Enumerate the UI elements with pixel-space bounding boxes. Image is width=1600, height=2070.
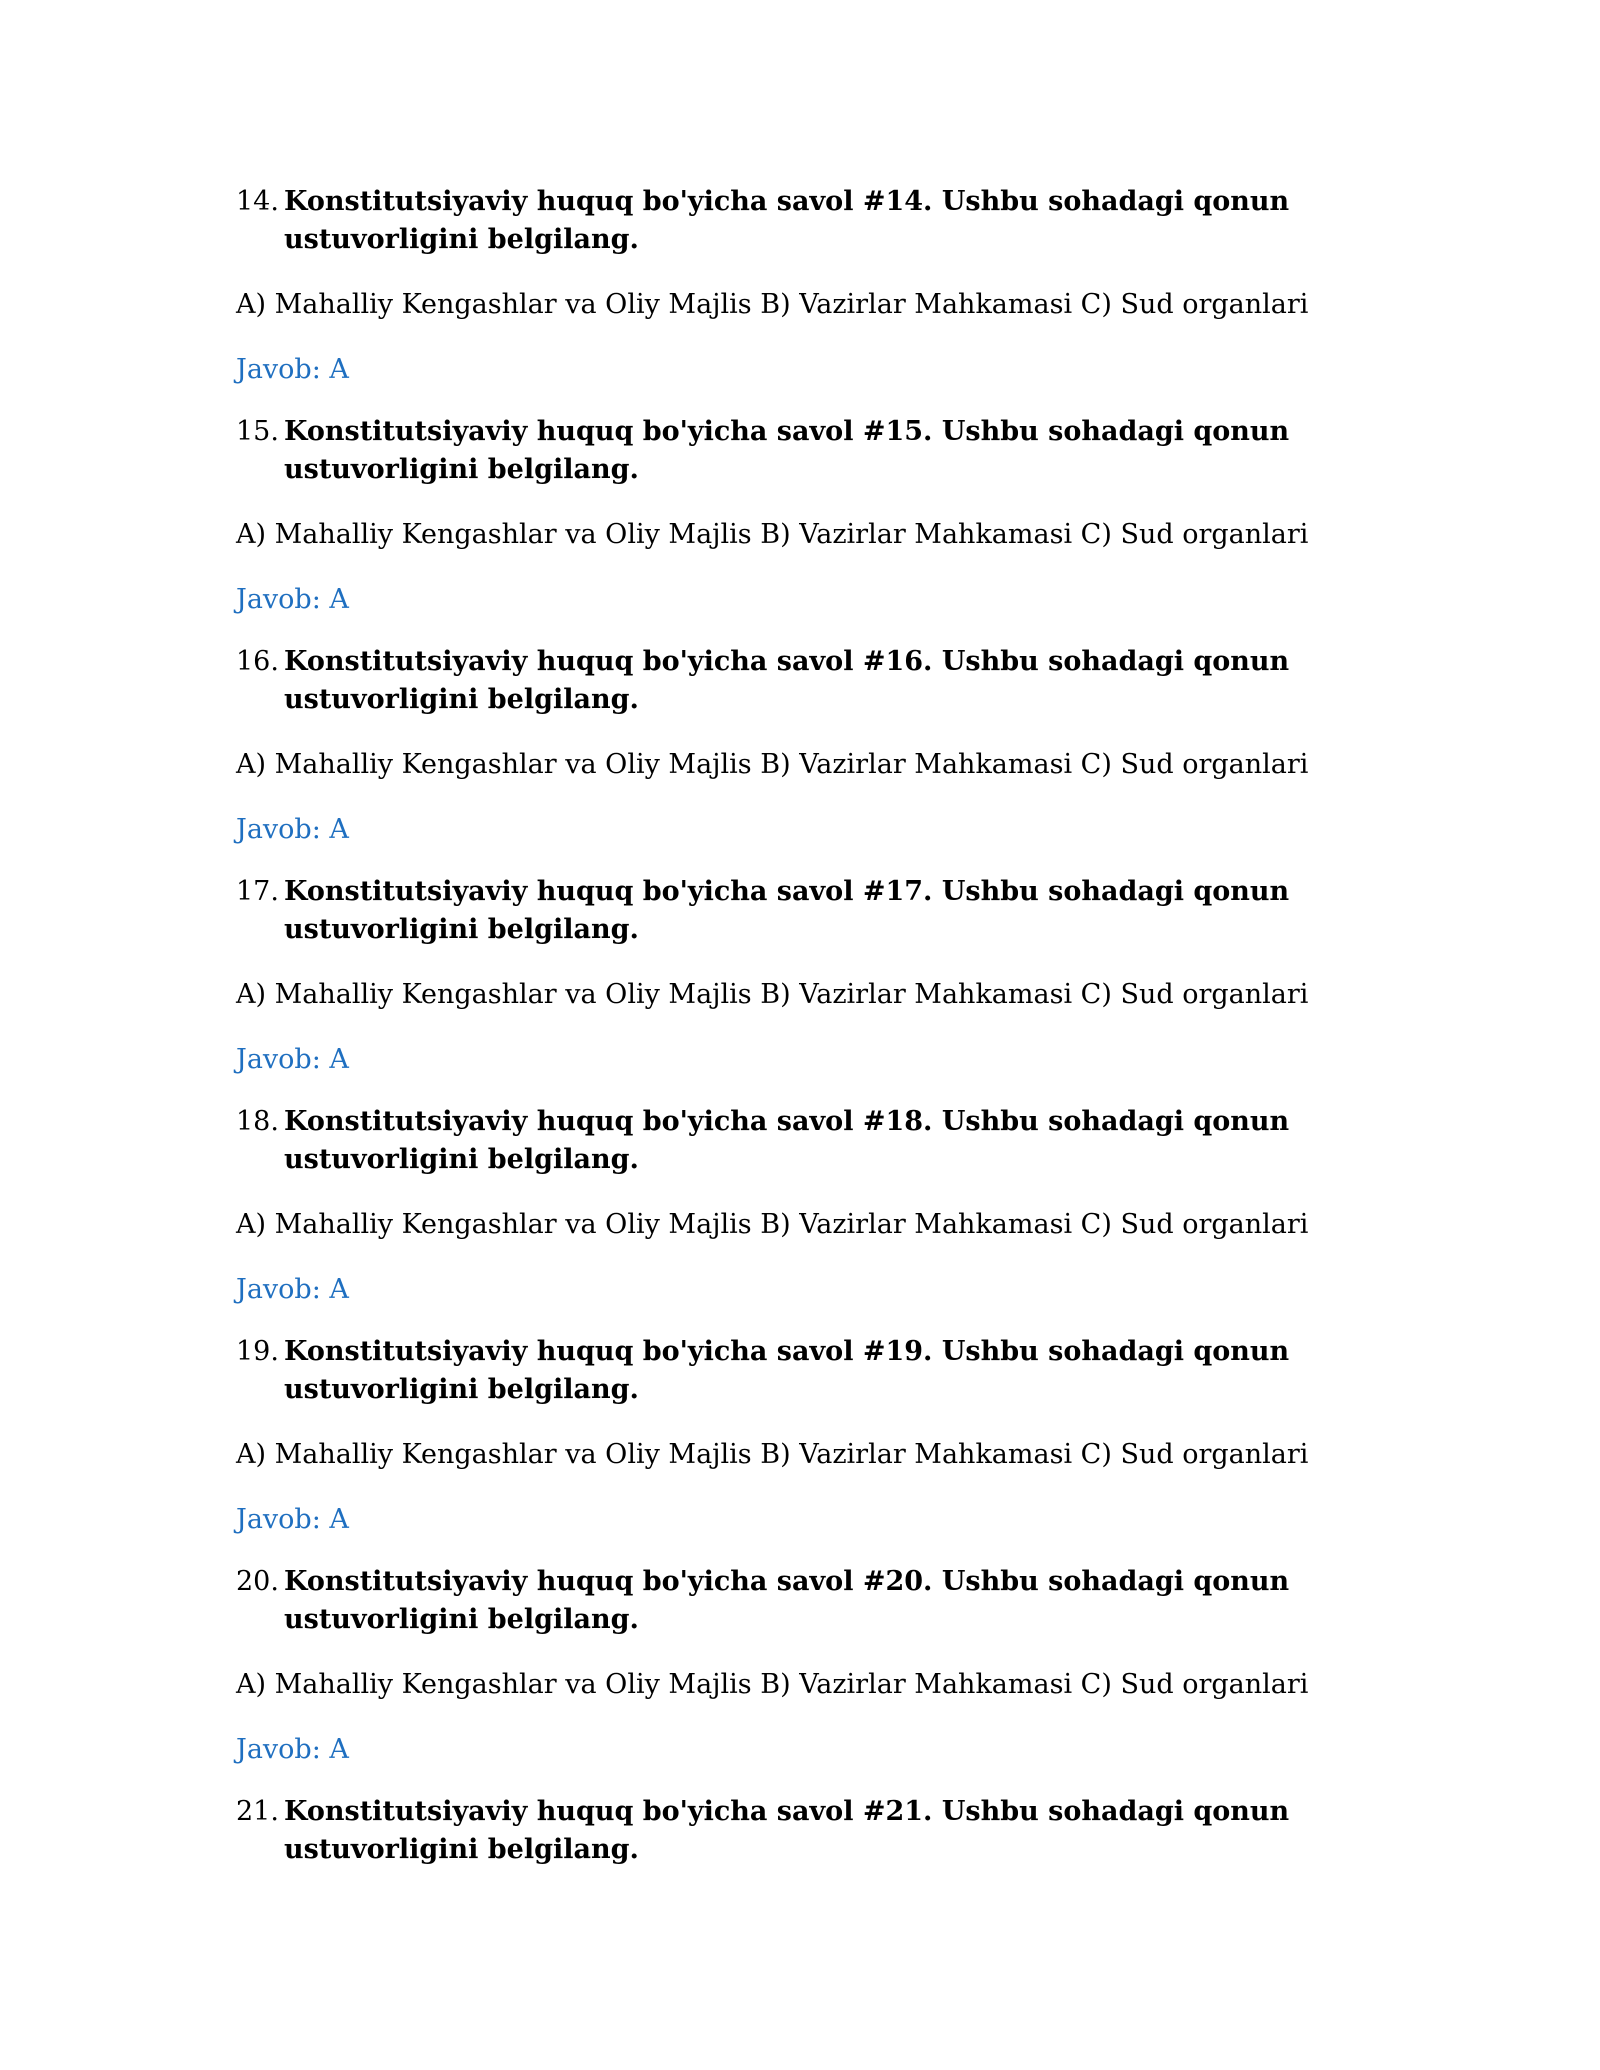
question [236, 1793, 1386, 1869]
question-item-18 [236, 1103, 1386, 1333]
question [236, 1103, 1386, 1179]
question-number: 21. [236, 1796, 279, 1827]
answer-key: Javob: A [236, 814, 349, 845]
question-number: 15. [236, 416, 279, 447]
question-number: 16. [236, 646, 279, 677]
answer-options: A) Mahalliy Kengashlar va Oliy Majlis B) Vazirlar Mahkamasi C) Sud organlari [236, 519, 1309, 550]
answer-options: A) Mahalliy Kengashlar va Oliy Majlis B) Vazirlar Mahkamasi C) Sud organlari [236, 749, 1309, 780]
question [236, 643, 1386, 719]
question-item-14 [236, 183, 1386, 413]
question [236, 1563, 1386, 1639]
answer-key: Javob: A [236, 354, 349, 385]
question-text: Konstitutsiyaviy huquq bo'yicha savol #16. Ushbu sohadagi qonun ustuvorligini belgilang. [284, 646, 1290, 715]
question [236, 183, 1386, 259]
question-item-16 [236, 643, 1386, 873]
answer-key: Javob: A [236, 1734, 349, 1765]
question-text: Konstitutsiyaviy huquq bo'yicha savol #15. Ushbu sohadagi qonun ustuvorligini belgilang. [284, 416, 1290, 485]
question-number: 20. [236, 1566, 279, 1597]
question-text: Konstitutsiyaviy huquq bo'yicha savol #20. Ushbu sohadagi qonun ustuvorligini belgilang. [284, 1566, 1290, 1635]
question [236, 873, 1386, 949]
question-item-17 [236, 873, 1386, 1103]
answer-options: A) Mahalliy Kengashlar va Oliy Majlis B) Vazirlar Mahkamasi C) Sud organlari [236, 1669, 1309, 1700]
question-number: 19. [236, 1336, 279, 1367]
question-text: Konstitutsiyaviy huquq bo'yicha savol #18. Ushbu sohadagi qonun ustuvorligini belgilang. [284, 1106, 1290, 1175]
answer-options: A) Mahalliy Kengashlar va Oliy Majlis B) Vazirlar Mahkamasi C) Sud organlari [236, 289, 1309, 320]
question-text: Konstitutsiyaviy huquq bo'yicha savol #17. Ushbu sohadagi qonun ustuvorligini belgilang. [284, 876, 1290, 945]
question-number: 17. [236, 876, 279, 907]
question-number: 14. [236, 186, 279, 217]
question-text: Konstitutsiyaviy huquq bo'yicha savol #21. Ushbu sohadagi qonun ustuvorligini belgilang. [284, 1796, 1290, 1865]
question-text: Konstitutsiyaviy huquq bo'yicha savol #19. Ushbu sohadagi qonun ustuvorligini belgilang. [284, 1336, 1290, 1405]
question-item-20 [236, 1563, 1386, 1793]
question [236, 1333, 1386, 1409]
question-item-15 [236, 413, 1386, 643]
question-number: 18. [236, 1106, 279, 1137]
answer-key: Javob: A [236, 584, 349, 615]
question-item-19 [236, 1333, 1386, 1563]
question-item-21 [236, 1793, 1386, 2023]
question-text: Konstitutsiyaviy huquq bo'yicha savol #14. Ushbu sohadagi qonun ustuvorligini belgilang. [284, 186, 1290, 255]
answer-key: Javob: A [236, 1044, 349, 1075]
answer-key: Javob: A [236, 1504, 349, 1535]
answer-options: A) Mahalliy Kengashlar va Oliy Majlis B) Vazirlar Mahkamasi C) Sud organlari [236, 1439, 1309, 1470]
answer-options: A) Mahalliy Kengashlar va Oliy Majlis B) Vazirlar Mahkamasi C) Sud organlari [236, 1209, 1309, 1240]
answer-options: A) Mahalliy Kengashlar va Oliy Majlis B) Vazirlar Mahkamasi C) Sud organlari [236, 979, 1309, 1010]
question [236, 413, 1386, 489]
answer-key: Javob: A [236, 1274, 349, 1305]
question-list [236, 183, 1386, 2023]
